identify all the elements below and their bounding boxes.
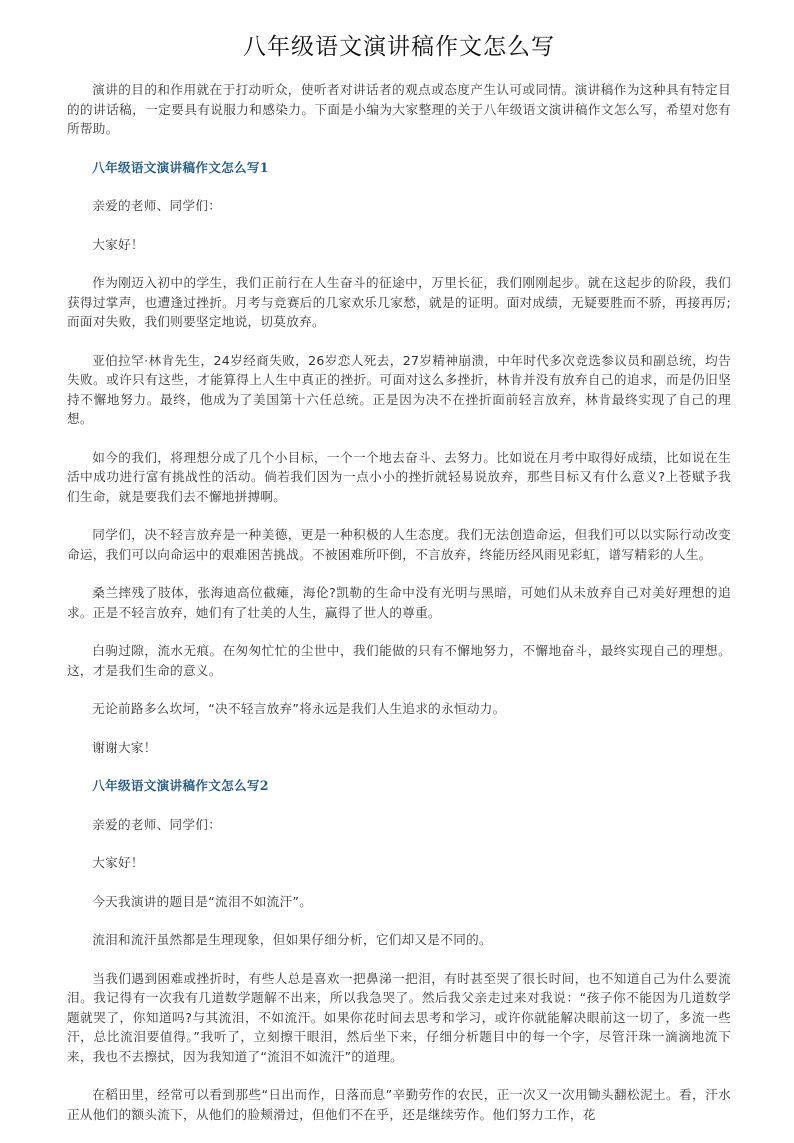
body-paragraph: 大家好！ [92, 855, 144, 870]
section-heading-1: 八年级语文演讲稿作文怎么写1 [92, 159, 269, 175]
body-paragraph: 如今的我们，将理想分成了几个小目标，一个一个地去奋斗、去努力。比如说在月考中取得好成绩，比如说在生活中成功进行富有挑战性的活动。倘若我们因为一点小小的挫折就轻易说放弃，那些目标又有什么意义?上苍赋予我们生命，就是要我们去不懈地拼搏啊。 [67, 449, 731, 504]
body-paragraph: 在稻田里，经常可以看到那些“日出而作，日落而息”辛勤劳作的农民，正一次又一次用锄头翻松泥土。看，汗水正从他们的额头流下，从他们的脸颊滑过，但他们不在乎，还是继续劳作。他们努力工作，花 [67, 1087, 731, 1122]
body-paragraph: 流泪和流汗虽然都是生理现象，但如果仔细分析，它们却又是不同的。 [92, 932, 492, 947]
body-paragraph: 无论前路多么坎坷，“决不轻言放弃”将永远是我们人生追求的永恒动力。 [92, 701, 506, 716]
body-paragraph: 谢谢大家！ [92, 739, 157, 755]
body-paragraph: 当我们遇到困难或挫折时，有些人总是喜欢一把鼻涕一把泪，有时甚至哭了很长时间，也不知道自己为什么要流泪。我记得有一次我有几道数学题解不出来，所以我急哭了。然后我父亲走过来对我说：“孩子你不能因为几道数学题就哭了，你知道吗?与其流泪，不如流汗。如果你花时间去思考和学习，或许你就能解决眼前这一切了，多流一些汗，总比流泪要值得。”我听了，立刻擦干眼泪，然后坐下来，仔细分析题目中的每一个字，尽管汗珠一滴滴地流下来，我也不去擦拭，因为我知道了“流泪不如流汗”的道理。 [67, 970, 731, 1064]
body-paragraph: 今天我演讲的题目是“流泪不如流汗”。 [92, 893, 313, 909]
body-paragraph: 大家好！ [92, 236, 144, 252]
body-paragraph: 同学们，决不轻言放弃是一种美德，更是一种积极的人生态度。我们无法创造命运，但我们可以以实际行动改变命运，我们可以向命运中的艰难困苦挑战。不被困难所吓倒，不言放弃，终能历经风雨见彩虹，谱写精彩的人生。 [67, 527, 731, 562]
body-paragraph: 亲爱的老师、同学们： [92, 198, 222, 213]
essay-2-body [67, 815, 731, 1125]
body-paragraph: 桑兰摔残了肢体，张海迪高位截瘫，海伦?凯勒的生命中没有光明与黑暗，可她们从未放弃自己对美好理想的追求。正是不轻言放弃，她们有了壮美的人生，赢得了世人的尊重。 [67, 585, 731, 620]
section-heading-2: 八年级语文演讲稿作文怎么写2 [92, 778, 269, 793]
body-paragraph: 白驹过隙，流水无痕。在匆匆忙忙的尘世中，我们能做的只有不懈地努力，不懈地奋斗，最终实现自己的理想。这，才是我们生命的意义。 [67, 643, 731, 678]
intro-paragraph: 演讲的目的和作用就在于打动听众，使听者对讲话者的观点或态度产生认可或同情。演讲稿作为这种具有特定目的的讲话稿，一定要具有说服力和感染力。下面是小编为大家整理的关于八年级语文演讲稿作文怎么写，希望对您有所帮助。 [67, 82, 731, 136]
document-title: 八年级语文演讲稿作文怎么写 [243, 34, 555, 60]
essay-1-body [67, 196, 731, 757]
body-paragraph: 亚伯拉罕·林肯先生，24岁经商失败，26岁恋人死去，27岁精神崩溃，中年时代多次竞选参议员和副总统，均告失败。或许只有这些，才能算得上人生中真正的挫折。可面对这么多挫折，林肯并没有放弃自己的追求，而是仍旧坚持不懈地努力。最终，他成为了美国第十六任总统。正是因为决不在挫折面前轻言放弃，林肯最终实现了自己的理想。 [67, 352, 731, 426]
body-paragraph: 作为刚迈入初中的学生，我们正前行在人生奋斗的征途中，万里长征，我们刚刚起步。就在这起步的阶段，我们获得过掌声，也遭逢过挫折。月考与竞赛后的几家欢乐几家愁，就是的证明。面对成绩，无疑要胜而不骄，再接再厉;而面对失败，我们则要坚定地说，切莫放弃。 [67, 275, 731, 329]
document-page [67, 30, 731, 1143]
body-paragraph: 亲爱的老师、同学们： [92, 816, 222, 832]
